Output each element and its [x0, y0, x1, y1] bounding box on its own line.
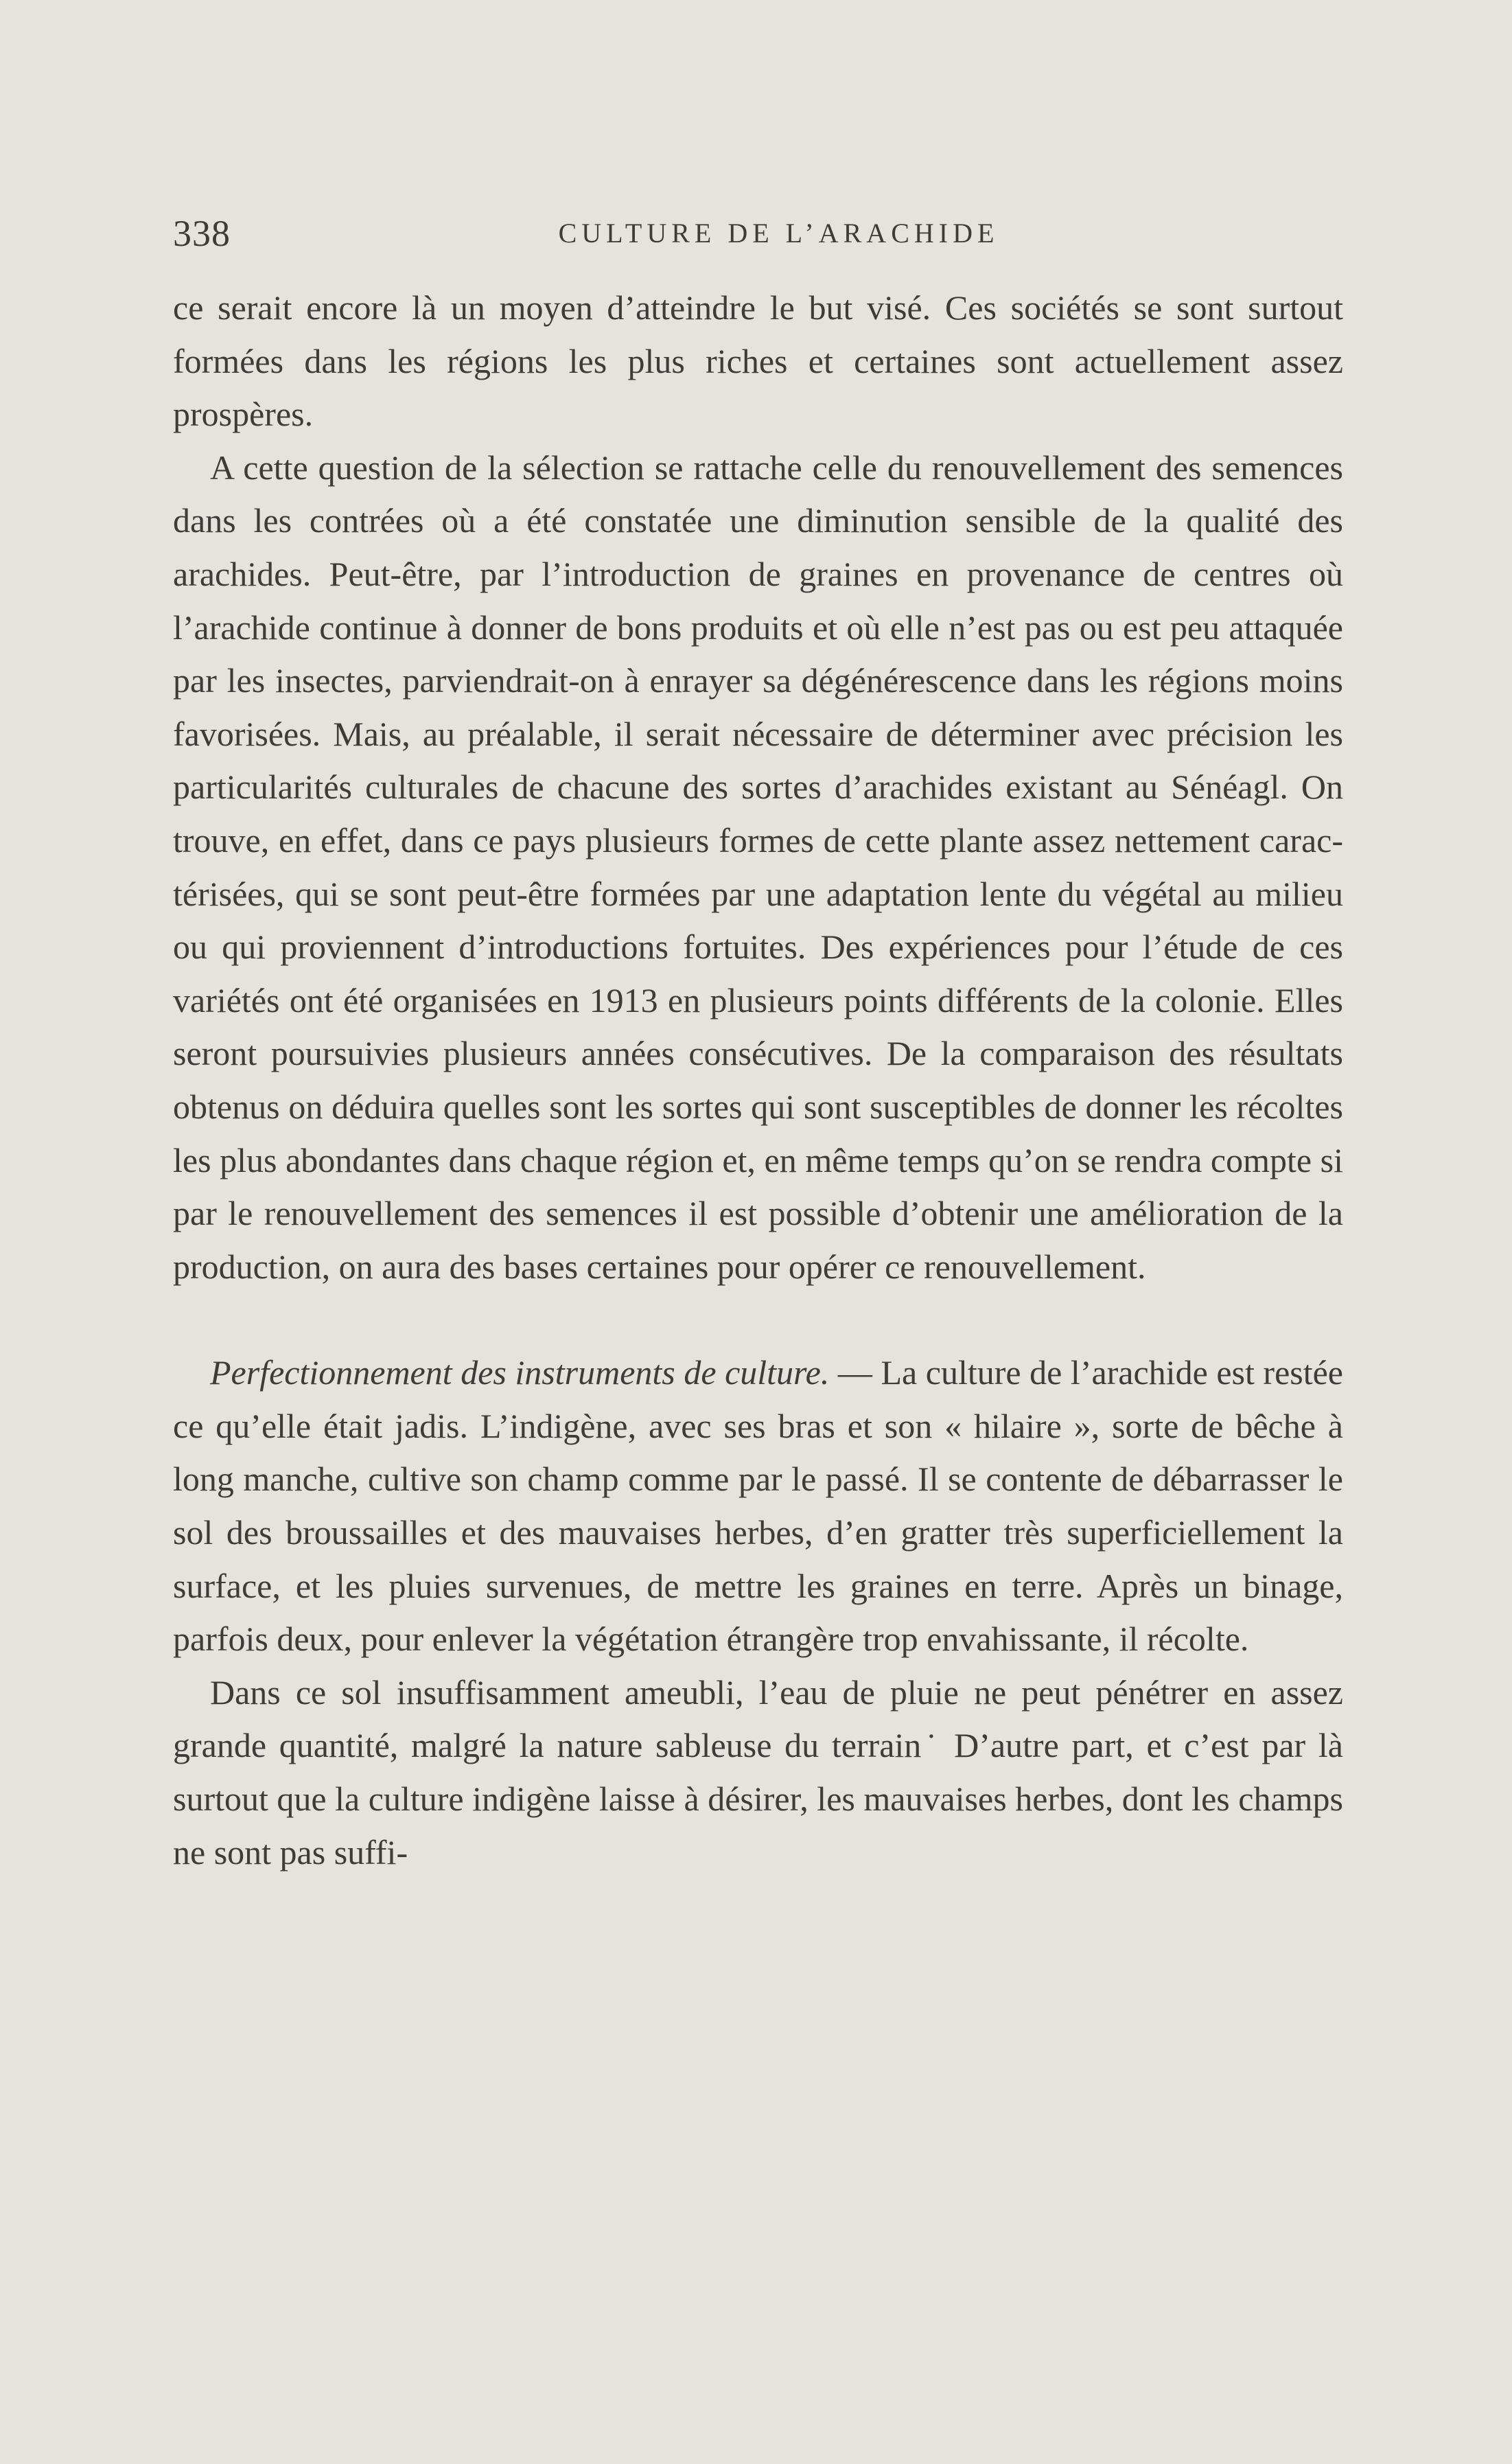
paragraph-1: ce serait encore là un moyen d’atteindre le but visé. Ces sociétés se sont surtout formées dans les régions les plus riches et certaines sont actuellement assez prospères. — [173, 288, 1343, 434]
page-number: 338 — [173, 213, 231, 254]
section-paragraph — [173, 1346, 1343, 1666]
running-title: CULTURE DE L’ARACHIDE — [558, 218, 999, 249]
page-header — [173, 206, 1343, 261]
paragraph-last: Dans ce sol insuffisamment ameubli, l’eau de pluie ne peut pénétrer en assez grande quantité, malgré la nature sableuse du terrain˙ D’autre part, et c’est par là surtout que la culture indigène laisse à désirer, les mauvaises herbes, dont les champs ne sont pas suffi- — [173, 1672, 1343, 1872]
paragraph-2: A cette question de la sélection se rattache celle du renouvellement des semences dans les contrées où a été constatée une diminution sensible de la qualité des arachides. Peut-être, par l’introduction de graines en provenance de centres où l’arachide continue à donner de bons produits et où elle n’est pas ou est peu attaquée par les insectes, parviendrait-on à enrayer sa dégénérescence dans les régions moins favorisées. Mais, au préalable, il serait nécessaire de déterminer avec précision les particularités culturales de chacune des sortes d’arachides existant au Sénéagl. On trouve, en effet, dans ce pays plusieurs formes de cette plante assez nettement caractérisées, qui se sont peut-être formées par une adaptation lente du végétal au milieu ou qui proviennent d’introductions fortuites. Des expériences pour l’étude de ces variétés ont été organisées en 1913 en plusieurs points différents de la colonie. Elles seront poursuivies plusieurs années consécutives. De la comparaison des résultats obtenus on déduira quelles sont les sortes qui sont susceptibles de donner les récoltes les plus abondantes dans chaque région et, en même temps qu’on se rendra compte si par le renouvellement des semences il est possible d’obtenir une amélioration de la production, on aura des bases certaines pour opérer ce renouvellement. — [173, 448, 1343, 1286]
section-text: — La culture de l’arachide est restée ce qu’elle était jadis. L’indigène, avec ses bras et son « hilaire », sorte de bêche à long manche, cultive son champ comme par le passé. Il se contente de débarrasser le sol des broussailles et des mauvaises herbes, d’en gratter très superficiellement la surface, et les pluies survenues, de mettre les graines en terre. Après un binage, parfois deux, pour enlever la végétation étrangère trop envahissante, il récolte. — [173, 1353, 1344, 1659]
page-body — [173, 281, 1343, 1879]
section-title: Perfectionnement des instruments de culture. — [210, 1353, 830, 1392]
